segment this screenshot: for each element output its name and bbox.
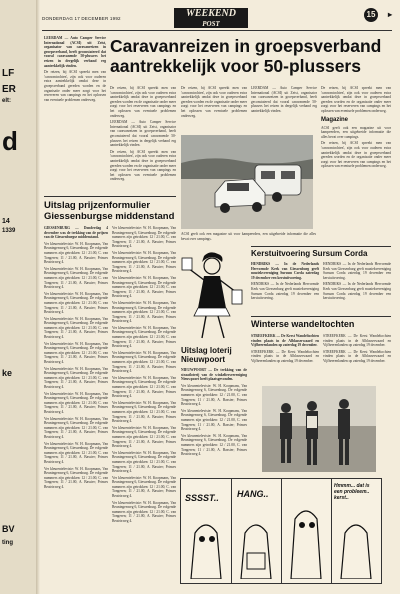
lottery-column-1: NIEUWPOORT — De trekking van de straatloterij van de winkeliersvereniging Nieuwpoort heeft plaatsgevonden. Ver kleurentelevisie: W. H. Koopmans, Van Beuningenweg 6, Giessenburg. De volgende nummers zijn getrokken: 12 / 21.00, C. van Tongeren; 11 / 21.00, A. Bassier; Prinses Beatrixweg 4. Ver kleurentelevisie: W. H. Koopmans, Van Beuningenweg 6, Giessenburg. De volgende nummers zijn getrokken: 12 / 21.00, C. van Tongeren; 11 / 21.00, A. Bassier; Prinses Beatrixweg 4. Ver kleurentelevisie: W. H. Koopmans, Van Beuningenweg 6, Giessenburg. De volgende nummers zijn getrokken: 12 / 21.00, C. van Tongeren; 11 / 21.00, A. Bassier; Prinses Beatrixweg 4. xyxy=(181,368,247,457)
acsi-lead-text: LEERDAM — Auto Camper Service International (ACSI) uit Zeist, organisator van caravanreizen in groepsverband, heeft geconstateerd dat vooral caravanende 50-plussers het reizen in dergelijk verband erg aantrekkelijk vinden. xyxy=(44,36,106,68)
shopping-woman-illustration xyxy=(180,252,244,344)
photo-caption-area: ACSI geeft ook een magazine uit voor kampeerders, een uitgebreide informatie die alles bevat over campings. xyxy=(181,232,316,241)
winter-spacer xyxy=(323,474,391,475)
acsi-body-text: De reizen, bij ACSI spreekt men van 'caravantochten', zijn ook voor ouderen extra aantrekkelijk omdat deze in groepsverband gereden worden en de organisatie onder meer zorgt voor het reserveren van campings en het oplossen van eventuele problemen onderweg. xyxy=(44,70,106,102)
caravan-car-photo xyxy=(181,135,313,229)
page-fold xyxy=(36,0,40,594)
sursum-column-1: HENDRIKS — In de Nederlands Hervormde Kerk van Giessenburg geeft muziekvereniging Sursum Corda zaterdag 19 december een kerstuitvoering. HENDRIKS — In de Nederlands Hervormde Kerk van Giessenburg geeft muziekvereniging Sursum Corda zaterdag 19 december een kerstuitvoering. xyxy=(251,262,319,301)
prize-column-1: GIESSENBURG — Donderdag 4 december was de trekking van de prijzen van de Giessenburgse middenstand. Ver kleurentelevisie: W. H. Koopmans, Van Beuningenweg 6, Giessenburg. De volgende nummers zijn getrokken: 12 / 21.00, C. van Tongeren; 11 / 21.00, A. Bassier; Prinses Beatrixweg 4. Ver kleurentelevisie: W. H. Koopmans, Van Beuningenweg 6, Giessenburg. De volgende nummers zijn getrokken: 12 / 21.00, C. van Tongeren; 11 / 21.00, A. Bassier; Prinses Beatrixweg 4. Ver kleurentelevisie: W. H. Koopmans, Van Beuningenweg 6, Giessenburg. De volgende nummers zijn getrokken: 12 / 21.00, C. van Tongeren; 11 / 21.00, A. Bassier; Prinses Beatrixweg 4. Ver kleurentelevisie: W. H. Koopmans, Van Beuningenweg 6, Giessenburg. De volgende nummers zijn getrokken: 12 / 21.00, C. van Tongeren; 11 / 21.00, A. Bassier; Prinses Beatrixweg 4. Ver kleurentelevisie: W. H. Koopmans, Van Beuningenweg 6, Giessenburg. De volgende nummers zijn getrokken: 12 / 21.00, C. van Tongeren; 11 / 21.00, A. Bassier; Prinses Beatrixweg 4. Ver kleurentelevisie: W. H. Koopmans, Van Beuningenweg 6, Giessenburg. De volgende nummers zijn getrokken: 12 / 21.00, C. van Tongeren; 11 / 21.00, A. Bassier; Prinses Beatrixweg 4. Ver kleurentelevisie: W. H. Koopmans, Van Beuningenweg 6, Giessenburg. De volgende nummers zijn getrokken: 12 / 21.00, C. van Tongeren; 11 / 21.00, A. Bassier; Prinses Beatrixweg 4. Ver kleurentelevisie: W. H. Koopmans, Van Beuningenweg 6, Giessenburg. De volgende nummers zijn getrokken: 12 / 21.00, C. van Tongeren; 11 / 21.00, A. Bassier; Prinses Beatrixweg 4. Ver kleurentelevisie: W. H. Koopmans, Van Beuningenweg 6, Giessenburg. De volgende nummers zijn getrokken: 12 / 21.00, C. van Tongeren; 11 / 21.00, A. Bassier; Prinses Beatrixweg 4. Ver kleurentelevisie: W. H. Koopmans, Van Beuningenweg 6, Giessenburg. De volgende nummers zijn getrokken: 12 / 21.00, C. van Tongeren; 11 / 21.00, A. Bassier; Prinses Beatrixweg 4. xyxy=(44,226,108,489)
left-fragment-2: ER xyxy=(2,84,16,95)
sursum-headline: Kerstuitvoering Sursum Corda xyxy=(251,249,368,258)
cartoon-bubble-1: SSSST.. xyxy=(185,493,219,503)
left-fragment-5: 14 xyxy=(2,218,10,225)
lottery-headline: Uitslag loterij Nieuwpoort xyxy=(181,346,232,364)
page-date: DONDERDAG 17 DECEMBER 1992 xyxy=(42,16,121,21)
left-fragment-9: ting xyxy=(2,540,13,546)
cartoon-bubble-3: Hmmm... dat is een probleem.. kerst.. xyxy=(334,483,370,501)
cartoon-panel-1 xyxy=(181,479,232,583)
winter-column-2: STREEFKERK — De Kerst Wandeltochten vinden plaats in de Alblasserwaard en Vijfheerenlanden op zaterdag 19 december. STREEFKERK — De Kerst Wandeltochten vinden plaats in de Alblasserwaard en Vijfheerenlanden op zaterdag 19 december. xyxy=(323,334,391,363)
acsi-column-3: De reizen, bij ACSI spreekt men van 'caravantochten', zijn ook voor ouderen extra aantrekkelijk omdat deze in groepsverband gereden worden en de organisatie onder meer zorgt voor het reserveren van campings en het oplossen van eventuele problemen onderweg. xyxy=(181,86,247,118)
section-rule xyxy=(44,196,176,197)
cartoon-strip xyxy=(180,478,382,584)
page-header xyxy=(42,6,392,31)
page-headline: Caravanreizen in groepsverband aantrekkelijk voor 50-plussers xyxy=(110,36,382,76)
gap xyxy=(251,386,259,387)
left-fragment-7: ke xyxy=(2,368,13,378)
left-fragment-4: d xyxy=(2,126,18,156)
prize-column-2: Ver kleurentelevisie: W. H. Koopmans, Van Beuningenweg 6, Giessenburg. De volgende nummers zijn getrokken: 12 / 21.00, C. van Tongeren; 11 / 21.00, A. Bassier; Prinses Beatrixweg 4. Ver kleurentelevisie: W. H. Koopmans, Van Beuningenweg 6, Giessenburg. De volgende nummers zijn getrokken: 12 / 21.00, C. van Tongeren; 11 / 21.00, A. Bassier; Prinses Beatrixweg 4. Ver kleurentelevisie: W. H. Koopmans, Van Beuningenweg 6, Giessenburg. De volgende nummers zijn getrokken: 12 / 21.00, C. van Tongeren; 11 / 21.00, A. Bassier; Prinses Beatrixweg 4. Ver kleurentelevisie: W. H. Koopmans, Van Beuningenweg 6, Giessenburg. De volgende nummers zijn getrokken: 12 / 21.00, C. van Tongeren; 11 / 21.00, A. Bassier; Prinses Beatrixweg 4. Ver kleurentelevisie: W. H. Koopmans, Van Beuningenweg 6, Giessenburg. De volgende nummers zijn getrokken: 12 / 21.00, C. van Tongeren; 11 / 21.00, A. Bassier; Prinses Beatrixweg 4. Ver kleurentelevisie: W. H. Koopmans, Van Beuningenweg 6, Giessenburg. De volgende nummers zijn getrokken: 12 / 21.00, C. van Tongeren; 11 / 21.00, A. Bassier; Prinses Beatrixweg 4. Ver kleurentelevisie: W. H. Koopmans, Van Beuningenweg 6, Giessenburg. De volgende nummers zijn getrokken: 12 / 21.00, C. van Tongeren; 11 / 21.00, A. Bassier; Prinses Beatrixweg 4. Ver kleurentelevisie: W. H. Koopmans, Van Beuningenweg 6, Giessenburg. De volgende nummers zijn getrokken: 12 / 21.00, C. van Tongeren; 11 / 21.00, A. Bassier; Prinses Beatrixweg 4. Ver kleurentelevisie: W. H. Koopmans, Van Beuningenweg 6, Giessenburg. De volgende nummers zijn getrokken: 12 / 21.00, C. van Tongeren; 11 / 21.00, A. Bassier; Prinses Beatrixweg 4. Ver kleurentelevisie: W. H. Koopmans, Van Beuningenweg 6, Giessenburg. De volgende nummers zijn getrokken: 12 / 21.00, C. van Tongeren; 11 / 21.00, A. Bassier; Prinses Beatrixweg 4. Ver kleurentelevisie: W. H. Koopmans, Van Beuningenweg 6, Giessenburg. De volgende nummers zijn getrokken: 12 / 21.00, C. van Tongeren; 11 / 21.00, A. Bassier; Prinses Beatrixweg 4. Ver kleurentelevisie: W. H. Koopmans, Van Beuningenweg 6, Giessenburg. De volgende nummers zijn getrokken: 12 / 21.00, C. van Tongeren; 11 / 21.00, A. Bassier; Prinses Beatrixweg 4. xyxy=(112,226,176,524)
left-fragment-6: 1339 xyxy=(2,228,16,234)
weekendpost-logo: WEEKEND POST xyxy=(174,8,248,28)
page-arrow-icon: ▸ xyxy=(387,10,392,19)
winter-headline: Winterse wandeltochten xyxy=(251,319,355,329)
acsi-column-2: De reizen, bij ACSI spreekt men van 'caravantochten', zijn ook voor ouderen extra aantrekkelijk omdat deze in groepsverband gereden worden en de organisatie onder meer zorgt voor het reserveren van campings en het oplossen van eventuele problemen onderweg. LEERDAM — Auto Camper Service International (ACSI) uit Zeist, organisator van caravanreizen in groepsverband, heeft geconstateerd dat vooral caravanende 50-plussers het reizen in dergelijk verband erg aantrekkelijk vinden. De reizen, bij ACSI spreekt men van 'caravantochten', zijn ook voor ouderen extra aantrekkelijk omdat deze in groepsverband gereden worden en de organisatie onder meer zorgt voor het reserveren van campings en het oplossen van eventuele problemen onderweg. xyxy=(110,86,176,182)
section-rule xyxy=(251,246,391,247)
cartoon-panel-2 xyxy=(231,479,282,583)
left-fragment-1: LF xyxy=(2,68,15,79)
sursum-column-2: HENDRIKS — In de Nederlands Hervormde Kerk van Giessenburg geeft muziekvereniging Sursum Corda zaterdag 19 december een kerstuitvoering. HENDRIKS — In de Nederlands Hervormde Kerk van Giessenburg geeft muziekvereniging Sursum Corda zaterdag 19 december een kerstuitvoering. xyxy=(323,262,391,301)
cartoon-bubble-2: HANG.. xyxy=(237,489,269,499)
left-fragment-8: BV xyxy=(2,524,15,534)
acsi-column-5: De reizen, bij ACSI spreekt men van 'caravantochten', zijn ook voor ouderen extra aantrekkelijk omdat deze in groepsverband gereden worden en de organisatie onder meer zorgt voor het reserveren van campings en het oplossen van eventuele problemen onderweg. Magazine ACSI geeft ook een magazine uit voor kampeerders, een uitgebreide informatie die alles bevat over campings. De reizen, bij ACSI spreekt men van 'caravantochten', zijn ook voor ouderen extra aantrekkelijk omdat deze in groepsverband gereden worden en de organisatie onder meer zorgt voor het reserveren van campings en het oplossen van eventuele problemen onderweg. xyxy=(321,86,391,169)
left-fragment-3: elt: xyxy=(2,98,11,104)
cartoon-panel-3 xyxy=(281,479,332,583)
cartoon-panel-4 xyxy=(331,479,381,583)
winter-column-1: STREEFKERK — De Kerst Wandeltochten vinden plaats in de Alblasserwaard en Vijfheerenlanden op zaterdag 19 december. STREEFKERK — De Kerst Wandeltochten vinden plaats in de Alblasserwaard en Vijfheerenlanden op zaterdag 19 december. xyxy=(251,334,319,363)
walkers-photo xyxy=(262,386,376,472)
acsi-column-4: LEERDAM — Auto Camper Service International (ACSI) uit Zeist, organisator van caravanreizen in groepsverband, heeft geconstateerd dat vooral caravanende 50-plussers het reizen in dergelijk verband erg aantrekkelijk vinden. xyxy=(251,86,317,113)
adjacent-page-strip xyxy=(0,0,37,594)
prize-headline: Uitslag prijzenformulier Giessenburgse middenstand xyxy=(44,200,175,222)
page-number: 15 xyxy=(364,8,378,22)
section-rule xyxy=(251,316,391,317)
magazine-subhead: Magazine xyxy=(321,116,349,123)
acsi-lead-column xyxy=(44,36,106,104)
